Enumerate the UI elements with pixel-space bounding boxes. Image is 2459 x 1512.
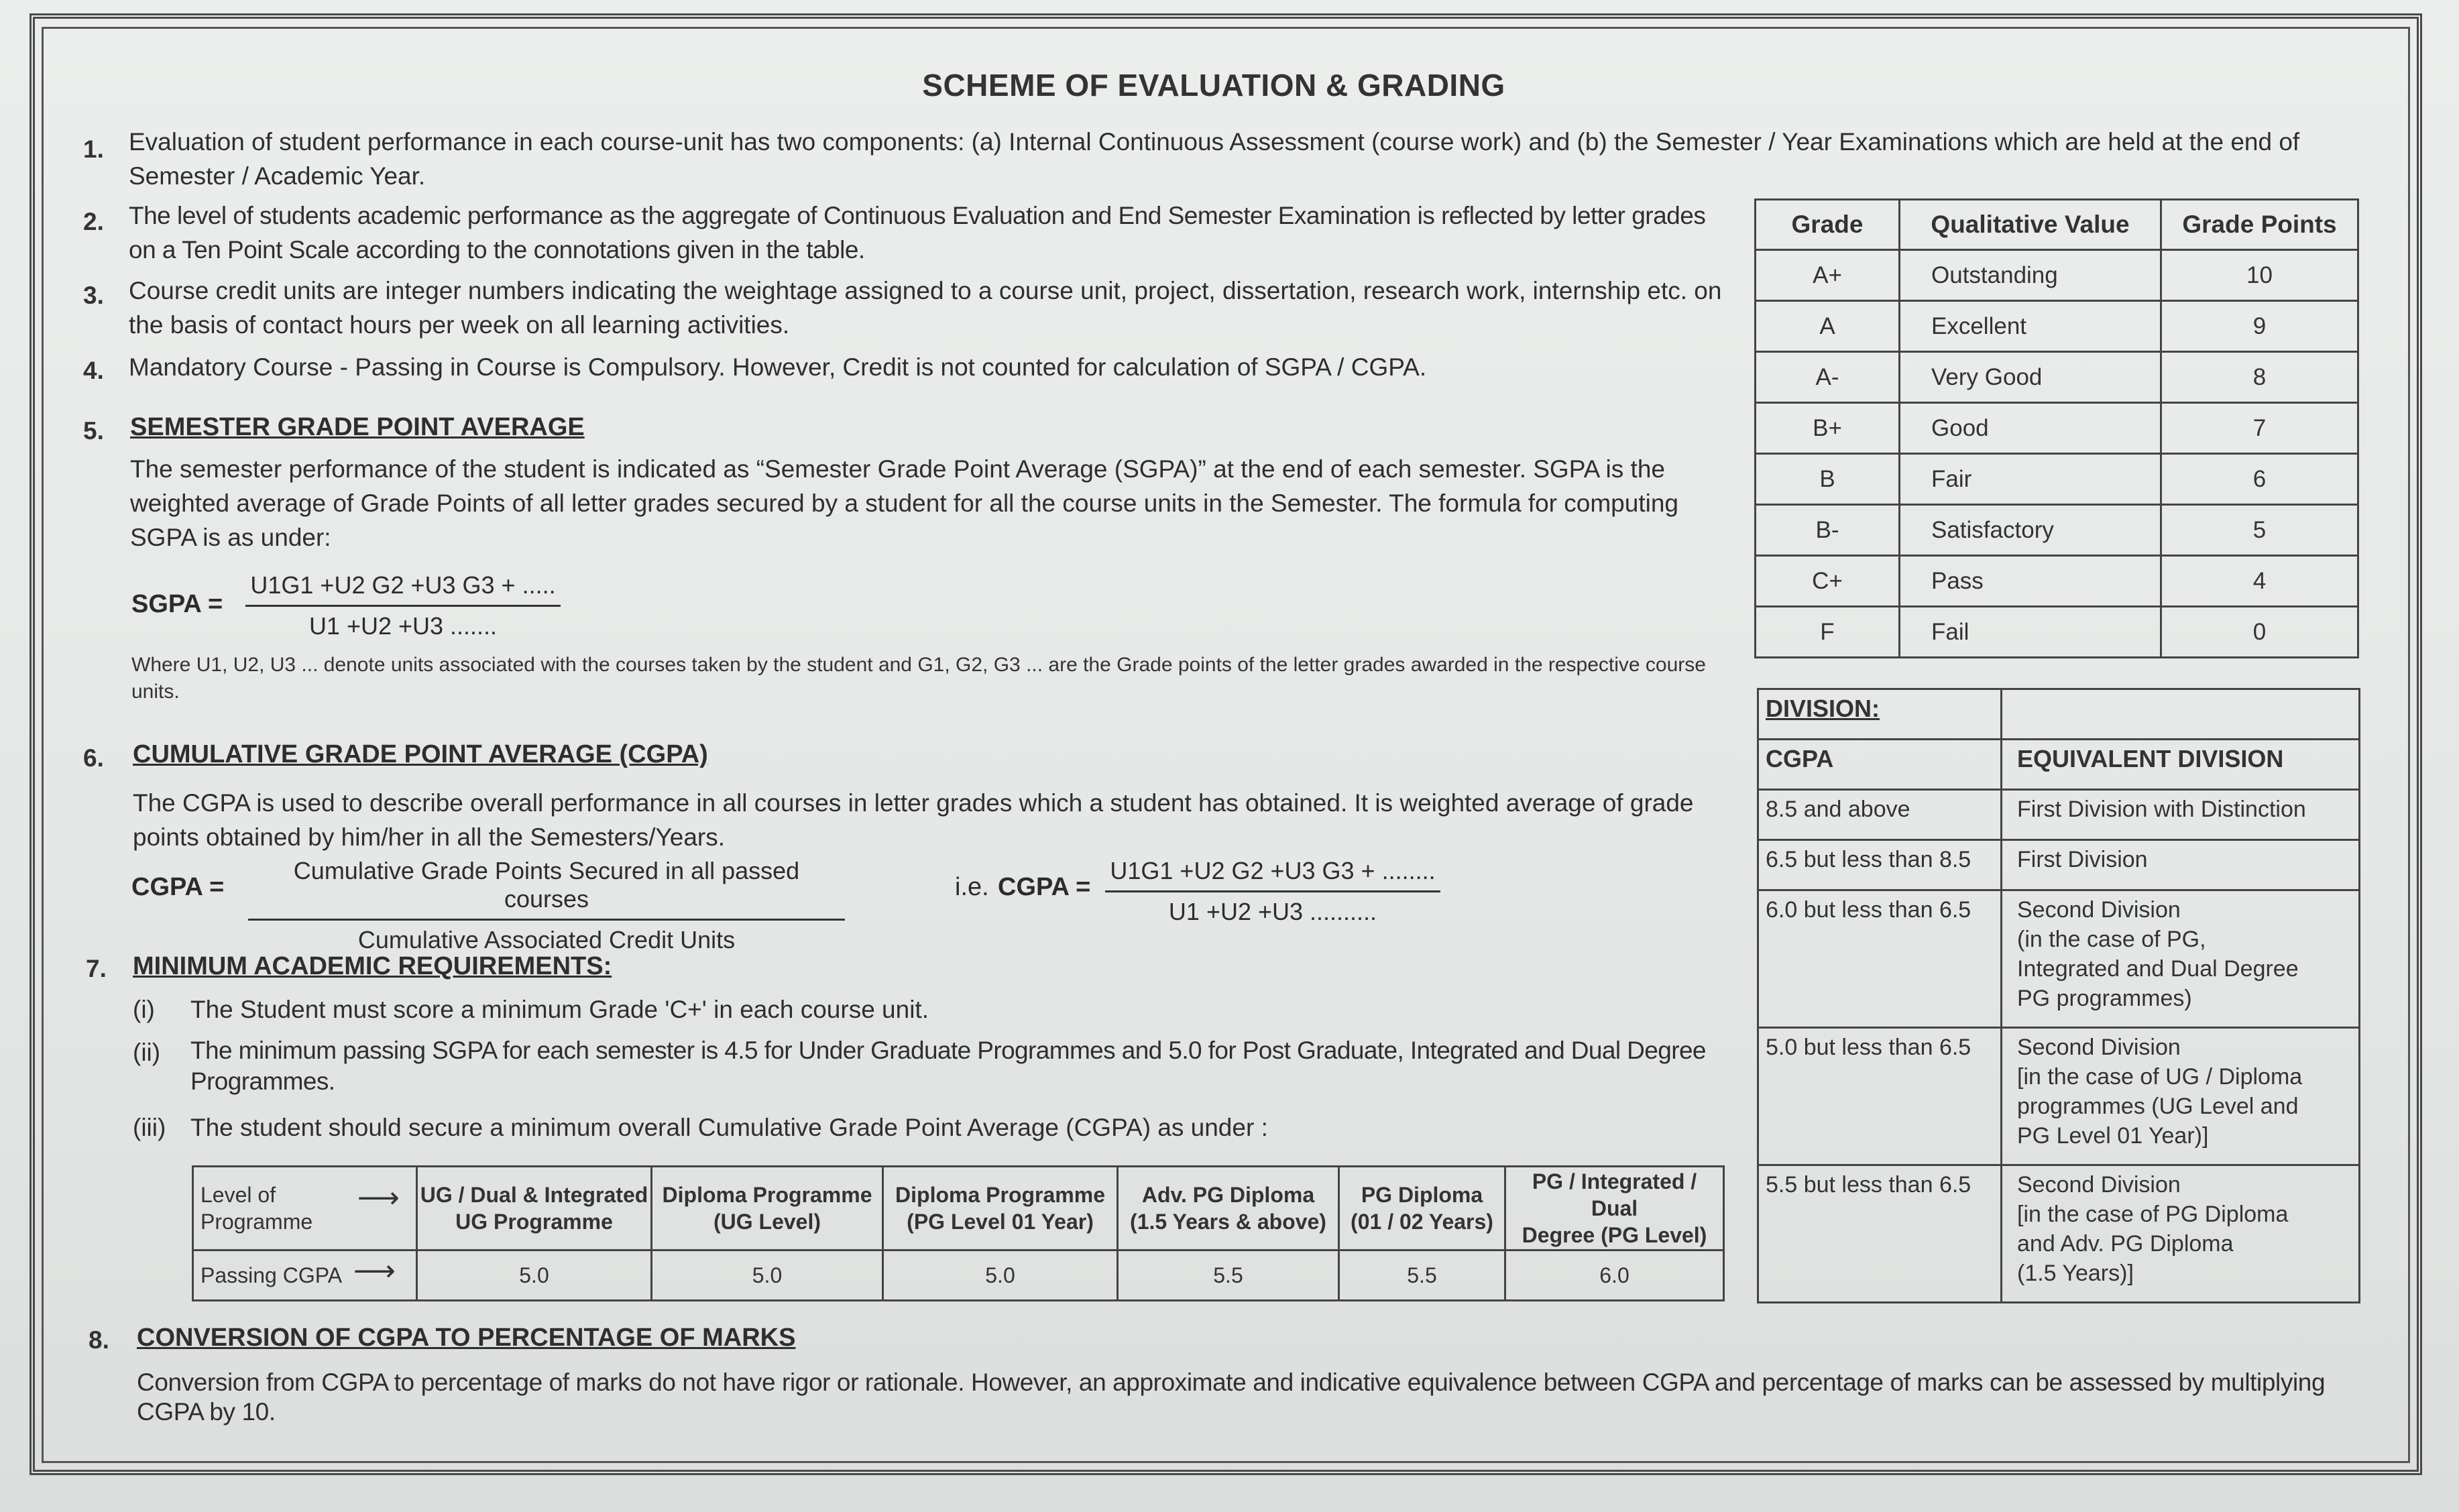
table-row [1758, 689, 2360, 740]
grade-cell: B+ [1756, 403, 1900, 454]
division-cell: Second Division (in the case of PG, Integrated and Dual Degree PG programmes) [2002, 890, 2360, 1028]
item-1-text: Evaluation of student performance in each course-unit has two components: (a) Internal Continuous Assessment (course work) and (b) the Semester / Year Examinations which are held at the end of Semester / Academic Year. [129, 128, 2300, 190]
points-cell: 7 [2161, 403, 2358, 454]
value-diploma-pg: 5.0 [883, 1251, 1118, 1301]
cgpa-ie-formula [1105, 857, 1440, 926]
table-row [1758, 1165, 2360, 1303]
points-cell: 4 [2161, 556, 2358, 607]
cgpa-ie-numerator: U1G1 +U2 G2 +U3 G3 + ........ [1105, 857, 1440, 892]
grade-cell: A+ [1756, 250, 1900, 301]
table-row [1756, 505, 2358, 556]
grade-cell: A- [1756, 352, 1900, 403]
col-header-adv-pg: Adv. PG Diploma (1.5 Years & above) [1118, 1167, 1339, 1251]
points-cell: 8 [2161, 352, 2358, 403]
item-4-text: Mandatory Course - Passing in Course is Compulsory. However, Credit is not counted for calculation of SGPA / CGPA. [129, 353, 1427, 381]
col-header-diploma-pg: Diploma Programme (PG Level 01 Year) [883, 1167, 1118, 1251]
cgpa-ie-denominator: U1 +U2 +U3 .......... [1168, 898, 1377, 925]
req-i-text: The Student must score a minimum Grade 'C+' in each course unit. [190, 996, 929, 1023]
sgpa-numerator: U1G1 +U2 G2 +U3 G3 + ..... [245, 571, 561, 607]
table-row [193, 1251, 1724, 1301]
item-6-number: 6. [83, 744, 104, 772]
cgpa-heading: CUMULATIVE GRADE POINT AVERAGE (CGPA) [133, 740, 708, 768]
cgpa-range-cell: 5.5 but less than 6.5 [1758, 1165, 2002, 1303]
grade-cell: B [1756, 454, 1900, 505]
sgpa-description: The semester performance of the student is indicated as “Semester Grade Point Average (SGPA)” at the end of each semester. SGPA is the weighted average of Grade Points of all letter grades secured by a student for all the course units in the Semester. The formula for computing SGPA is as under: [130, 455, 1678, 551]
table-row [1756, 200, 2358, 250]
req-ii-number: (ii) [133, 1039, 161, 1066]
conversion-heading: CONVERSION OF CGPA TO PERCENTAGE OF MARKS [137, 1324, 796, 1352]
table-row [1756, 250, 2358, 301]
item-1-number: 1. [83, 135, 104, 163]
cgpa-formula [248, 857, 845, 954]
req-i-number: (i) [133, 996, 155, 1023]
item-3-text: Course credit units are integer numbers indicating the weightage assigned to a course unit, project, dissertation, research work, internship etc. on the basis of contact hours per week on all learning activities. [129, 277, 1722, 339]
arrow-icon: ⟶ [353, 1255, 396, 1287]
grade-cell: A [1756, 301, 1900, 352]
table-row [1758, 740, 2360, 790]
division-title: DIVISION: [1758, 689, 2002, 740]
table-row [1758, 790, 2360, 840]
page-title: SCHEME OF EVALUATION & GRADING [922, 68, 1505, 103]
min-cgpa-table [192, 1165, 1725, 1301]
passing-label: Passing CGPA [201, 1263, 343, 1287]
table-row [193, 1167, 1724, 1251]
req-iii-text: The student should secure a minimum overall Cumulative Grade Point Average (CGPA) as under : [190, 1114, 1268, 1141]
grade-table [1754, 198, 2359, 658]
col-header-ug: UG / Dual & Integrated UG Programme [417, 1167, 652, 1251]
sgpa-formula-label: SGPA = [131, 590, 223, 618]
req-ii-text: The minimum passing SGPA for each semester is 4.5 for Under Graduate Programmes and 5.0 for Post Graduate, Integrated and Dual Degree Programmes. [190, 1037, 1706, 1095]
division-table [1757, 688, 2360, 1303]
value-adv-pg: 5.5 [1118, 1251, 1339, 1301]
cgpa-range-cell: 6.0 but less than 6.5 [1758, 890, 2002, 1028]
arrow-icon: ⟶ [357, 1181, 400, 1214]
col-header-pg-dual: PG / Integrated / Dual Degree (PG Level) [1505, 1167, 1724, 1251]
table-row [1756, 556, 2358, 607]
sgpa-heading: SEMESTER GRADE POINT AVERAGE [130, 413, 585, 441]
cgpa-numerator: Cumulative Grade Points Secured in all passed courses [248, 857, 845, 921]
value-ug: 5.0 [417, 1251, 652, 1301]
division-cell: First Division [2002, 840, 2360, 890]
level-label: Level of Programme [201, 1183, 313, 1234]
grade-cell: F [1756, 607, 1900, 658]
grade-points-header: Grade Points [2161, 200, 2358, 250]
cgpa-description: The CGPA is used to describe overall performance in all courses in letter grades which a student has obtained. It is weighted average of grade points obtained by him/her in all the Semesters/Years. [133, 789, 1694, 851]
item-4-number: 4. [83, 357, 104, 384]
points-cell: 9 [2161, 301, 2358, 352]
passing-label-cell [193, 1251, 417, 1301]
item-7-number: 7. [86, 955, 107, 982]
cgpa-denominator: Cumulative Associated Credit Units [357, 926, 736, 953]
table-row [1756, 454, 2358, 505]
division-cell: First Division with Distinction [2002, 790, 2360, 840]
table-row [1756, 607, 2358, 658]
qualitative-cell: Very Good [1900, 352, 2161, 403]
qualitative-cell: Fail [1900, 607, 2161, 658]
ie-label: i.e. [955, 873, 989, 901]
conversion-text: Conversion from CGPA to percentage of marks do not have rigor or rationale. However, an approximate and indicative equivalence between CGPA and percentage of marks can be assessed by multiplying CGPA by 10. [137, 1369, 2326, 1426]
qualitative-cell: Fair [1900, 454, 2161, 505]
grade-cell: B- [1756, 505, 1900, 556]
sgpa-note: Where U1, U2, U3 ... denote units associated with the courses taken by the student and G1, G2, G3 ... are the Grade points of the letter grades awarded in the respective course units. [131, 654, 1706, 703]
item-2-text: The level of students academic performance as the aggregate of Continuous Evaluation and End Semester Examination is reflected by letter grades on a Ten Point Scale according to the connotations given in the table. [129, 202, 1706, 264]
qualitative-cell: Excellent [1900, 301, 2161, 352]
table-row [1756, 301, 2358, 352]
level-label-cell [193, 1167, 417, 1251]
points-cell: 5 [2161, 505, 2358, 556]
grade-header: Grade [1756, 200, 1900, 250]
requirements-heading: MINIMUM ACADEMIC REQUIREMENTS: [133, 952, 612, 980]
qualitative-value-header: Qualitative Value [1900, 200, 2161, 250]
table-row [1756, 352, 2358, 403]
points-cell: 0 [2161, 607, 2358, 658]
cgpa-column-header: CGPA [1758, 740, 2002, 790]
table-row [1758, 840, 2360, 890]
division-cell: Second Division [in the case of UG / Diploma programmes (UG Level and PG Level 01 Year)] [2002, 1028, 2360, 1165]
qualitative-cell: Outstanding [1900, 250, 2161, 301]
ie-formula-label: CGPA = [998, 873, 1091, 901]
sgpa-formula [245, 571, 561, 640]
cgpa-range-cell: 5.0 but less than 6.5 [1758, 1028, 2002, 1165]
col-header-pg-diploma: PG Diploma (01 / 02 Years) [1339, 1167, 1505, 1251]
cgpa-range-cell: 6.5 but less than 8.5 [1758, 840, 2002, 890]
sgpa-denominator: U1 +U2 +U3 ....... [308, 612, 498, 640]
value-pg-diploma: 5.5 [1339, 1251, 1505, 1301]
qualitative-cell: Satisfactory [1900, 505, 2161, 556]
item-5-number: 5. [83, 417, 104, 445]
table-row [1756, 403, 2358, 454]
item-3-number: 3. [83, 282, 104, 309]
points-cell: 6 [2161, 454, 2358, 505]
points-cell: 10 [2161, 250, 2358, 301]
division-title-blank [2002, 689, 2360, 740]
col-header-diploma-ug: Diploma Programme (UG Level) [652, 1167, 883, 1251]
equivalent-division-header: EQUIVALENT DIVISION [2002, 740, 2360, 790]
item-8-number: 8. [89, 1326, 109, 1354]
req-iii-number: (iii) [133, 1114, 166, 1141]
table-row [1758, 1028, 2360, 1165]
cgpa-range-cell: 8.5 and above [1758, 790, 2002, 840]
table-row [1758, 890, 2360, 1028]
value-diploma-ug: 5.0 [652, 1251, 883, 1301]
cgpa-formula-label: CGPA = [131, 873, 225, 901]
qualitative-cell: Pass [1900, 556, 2161, 607]
qualitative-cell: Good [1900, 403, 2161, 454]
division-cell: Second Division [in the case of PG Diploma and Adv. PG Diploma (1.5 Years)] [2002, 1165, 2360, 1303]
item-2-number: 2. [83, 208, 104, 235]
grade-cell: C+ [1756, 556, 1900, 607]
value-pg-dual: 6.0 [1505, 1251, 1724, 1301]
